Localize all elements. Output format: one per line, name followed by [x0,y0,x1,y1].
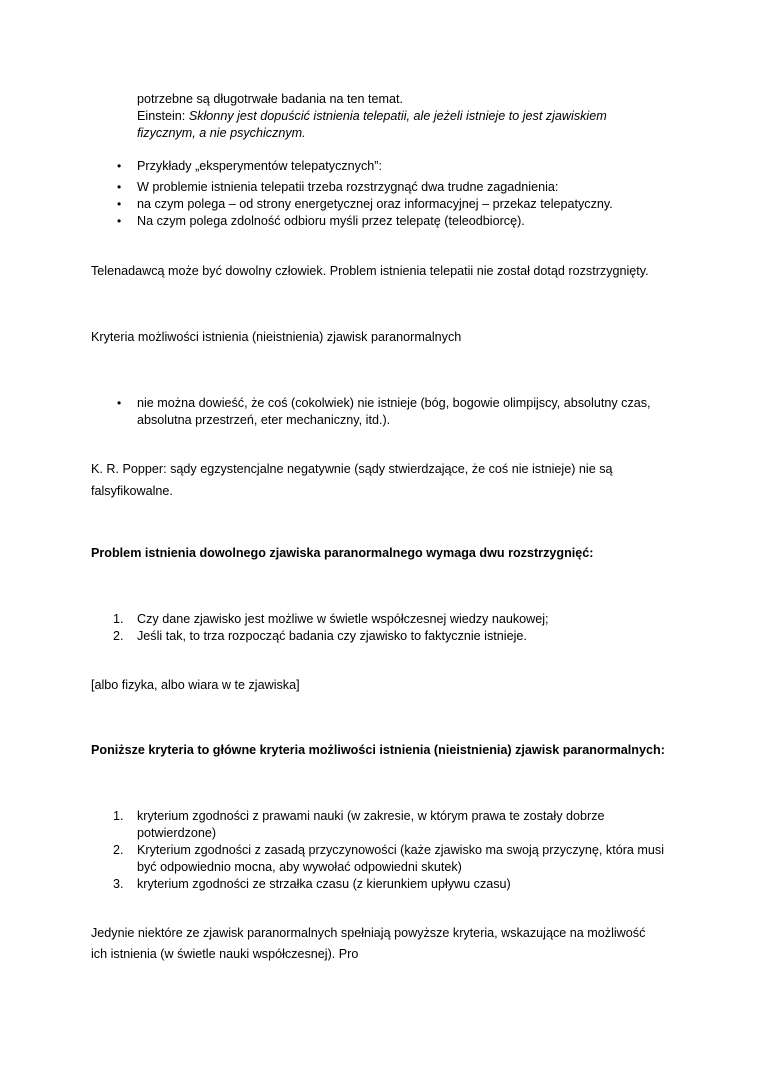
popper-paragraph-continued: falsyfikowalne. [91,484,173,498]
bullet-glyph: • [117,197,122,211]
list-item: nie można dowieść, że coś (cokolwiek) nie istnieje (bóg, bogowie olimpijscy, absolutny czas, [137,396,651,410]
section-heading: Problem istnienia dowolnego zjawiska paranormalnego wymaga dwu rozstrzygnięć: [91,546,594,560]
numbered-item: Jeśli tak, to trza rozpocząć badania czy zjawisko to faktycznie istnieje. [137,629,527,643]
einstein-label: Einstein: [137,109,189,123]
einstein-quote-continued: fizycznym, a nie psychicznym. [137,126,306,140]
list-number: 2. [113,629,124,643]
einstein-quote: Skłonny jest dopuścić istnienia telepatii, ale jeżeli istnieje to jest zjawiskiem [188,109,607,123]
list-number: 3. [113,877,124,891]
numbered-item: Kryterium zgodności z zasadą przyczynowości (każe zjawisko ma swoją przyczynę, która musi [137,843,665,857]
paragraph: [albo fizyka, albo wiara w te zjawiska] [91,678,300,692]
list-item: W problemie istnienia telepatii trzeba rozstrzygnąć dwa trudne zagadnienia: [137,180,559,194]
final-paragraph: Jedynie niektóre ze zjawisk paranormalnych spełniają powyższe kryteria, wskazujące na możliwość [91,926,646,940]
paragraph: Kryteria możliwości istnienia (nieistnienia) zjawisk paranormalnych [91,330,462,344]
einstein-quote-line [137,108,607,125]
list-number: 1. [113,612,124,626]
list-item: Na czym polega zdolność odbioru myśli przez telepatę (teleodbiorcę). [137,214,525,228]
intro-line: potrzebne są długotrwałe badania na ten temat. [137,92,404,106]
final-paragraph-continued: ich istnienia (w świetle nauki współczesnej). Pro [91,947,359,961]
list-item-continued: absolutna przestrzeń, eter mechaniczny, itd.). [137,413,391,427]
numbered-item: kryterium zgodności z prawami nauki (w zakresie, w którym prawa te zostały dobrze [137,809,605,823]
list-item: na czym polega – od strony energetycznej oraz informacyjnej – przekaz telepatyczny. [137,197,613,211]
section-heading: Poniższe kryteria to główne kryteria możliwości istnienia (nieistnienia) zjawisk paranormalnych: [91,743,665,757]
popper-paragraph: K. R. Popper: sądy egzystencjalne negatywnie (sądy stwierdzające, że coś nie istnieje) nie są [91,462,613,476]
numbered-item-continued: być odpowiednio mocna, aby wywołać odpowiedni skutek) [137,860,462,874]
bullet-glyph: • [117,396,122,410]
paragraph: Telenadawcą może być dowolny człowiek. Problem istnienia telepatii nie został dotąd rozstrzygnięty. [91,264,649,278]
numbered-item: Czy dane zjawisko jest możliwe w świetle współczesnej wiedzy naukowej; [137,612,549,626]
numbered-item: kryterium zgodności ze strzałka czasu (z kierunkiem upływu czasu) [137,877,511,891]
list-number: 2. [113,843,124,857]
list-number: 1. [113,809,124,823]
bullet-glyph: • [117,159,122,173]
list-item: Przykłady „eksperymentów telepatycznych”: [137,159,382,173]
numbered-item-continued: potwierdzone) [137,826,217,840]
bullet-glyph: • [117,214,122,228]
bullet-glyph: • [117,180,122,194]
